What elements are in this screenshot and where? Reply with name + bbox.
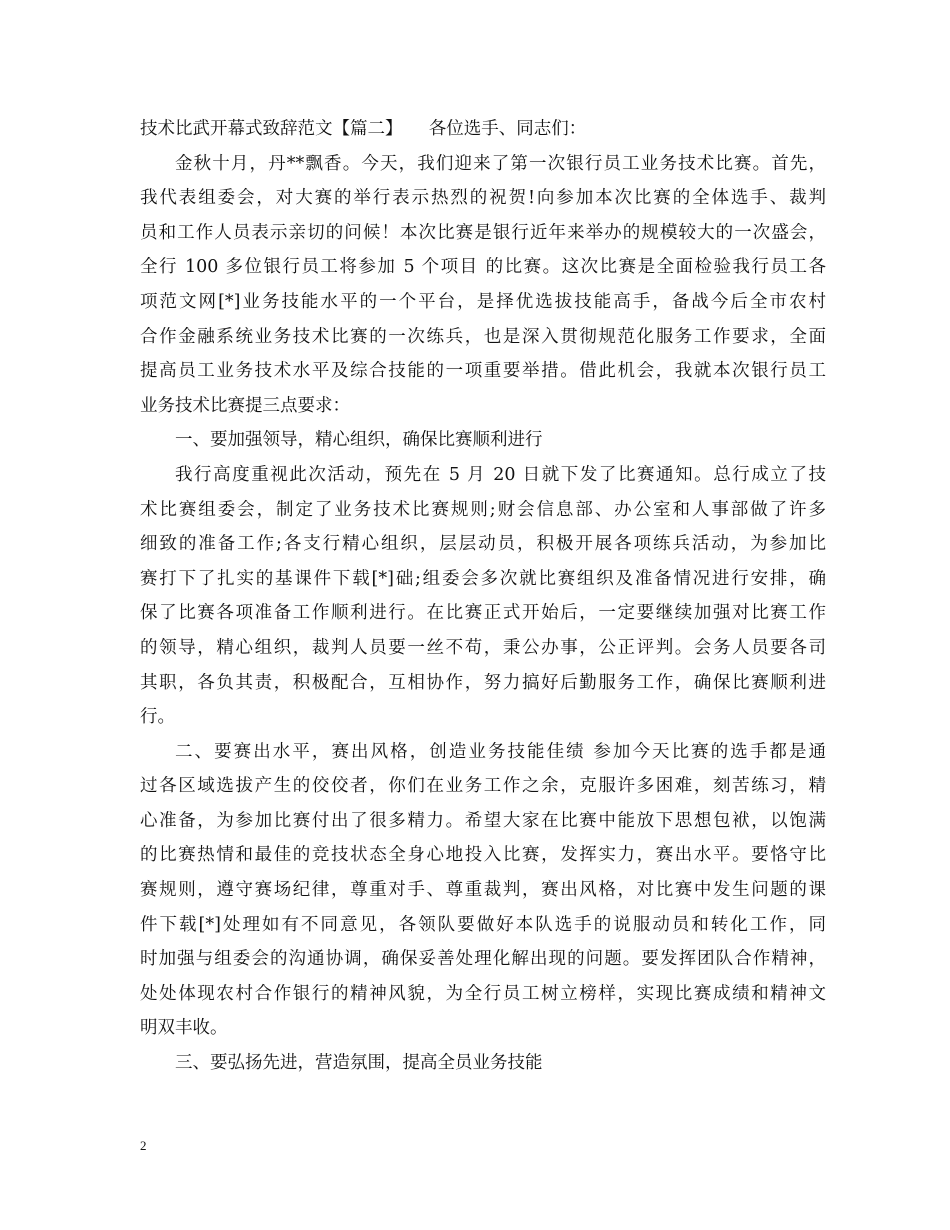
text-line: 明双丰收。 <box>140 1018 228 1039</box>
text-line: 二、要赛出水平，赛出风格，创造业务技能佳绩 参加今天比赛的选手都是通 <box>175 741 826 762</box>
text-line: 处处体现农村合作银行的精神风貌，为全行员工树立榜样，实现比赛成绩和精神文 <box>140 983 826 1004</box>
text-line: 的比赛热情和最佳的竞技状态全身心地投入比赛，发挥实力，赛出水平。要恪守比 <box>140 845 826 866</box>
text-line: 件下载[*]处理如有不同意见，各领队要做好本队选手的说服动员和转化工作，同 <box>140 914 826 935</box>
text-line: 细致的准备工作;各支行精心组织，层层动员，积极开展各项练兵活动，为参加比 <box>140 534 826 555</box>
text-line: 全行 100 多位银行员工将参加 5 个项目 的比赛。这次比赛是全面检验我行员工各 <box>140 257 826 278</box>
text-line: 保了比赛各项准备工作顺利进行。在比赛正式开始后，一定要继续加强对比赛工作 <box>140 603 826 624</box>
text-line: 一、要加强领导，精心组织，确保比赛顺利进行 <box>175 430 543 451</box>
text-line: 技术比武开幕式致辞范文【篇二】 各位选手、同志们： <box>140 119 587 139</box>
text-line: 项范文网[*]业务技能水平的一个平台，是择优选拔技能高手，备战今后全市农村 <box>140 291 826 312</box>
text-line: 我代表组委会，对大赛的举行表示热烈的祝贺!向参加本次比赛的全体选手、裁判 <box>140 188 826 209</box>
text-line: 金秋十月，丹**飘香。今天，我们迎来了第一次银行员工业务技术比赛。首先， <box>175 153 826 174</box>
text-line: 赛打下了扎实的基课件下载[*]础;组委会多次就比赛组织及准备情况进行安排，确 <box>140 568 826 589</box>
document-body <box>140 112 826 1081</box>
text-line: 员和工作人员表示亲切的问候！本次比赛是银行近年来举办的规模较大的一次盛会， <box>140 222 826 243</box>
text-line: 赛规则，遵守赛场纪律，尊重对手、尊重裁判，赛出风格，对比赛中发生问题的课 <box>140 880 826 901</box>
text-line: 三、要弘扬先进，营造氛围，提高全员业务技能 <box>175 1053 543 1074</box>
text-line: 术比赛组委会，制定了业务技术比赛规则;财会信息部、办公室和人事部做了许多 <box>140 499 826 520</box>
text-line: 提高员工业务技术水平及综合技能的一项重要举措。借此机会，我就本次银行员工 <box>140 361 826 382</box>
text-line: 行。 <box>140 707 175 728</box>
text-line: 时加强与组委会的沟通协调，确保妥善处理化解出现的问题。要发挥团队合作精神， <box>140 949 826 970</box>
text-line: 的领导，精心组织，裁判人员要一丝不苟，秉公办事，公正评判。会务人员要各司 <box>140 637 826 658</box>
text-line: 合作金融系统业务技术比赛的一次练兵，也是深入贯彻规范化服务工作要求，全面 <box>140 326 826 347</box>
text-line: 其职，各负其责，积极配合，互相协作，努力搞好后勤服务工作，确保比赛顺利进 <box>140 672 826 693</box>
text-line: 我行高度重视此次活动，预先在 5 月 20 日就下发了比赛通知。总行成立了技 <box>175 464 826 485</box>
text-line: 业务技术比赛提三点要求： <box>140 395 350 416</box>
text-line: 过各区域选拔产生的佼佼者，你们在业务工作之余，克服许多困难，刻苦练习，精 <box>140 776 826 797</box>
page-number: 2 <box>140 1138 147 1153</box>
text-line: 心准备，为参加比赛付出了很多精力。希望大家在比赛中能放下思想包袱，以饱满 <box>140 810 826 831</box>
